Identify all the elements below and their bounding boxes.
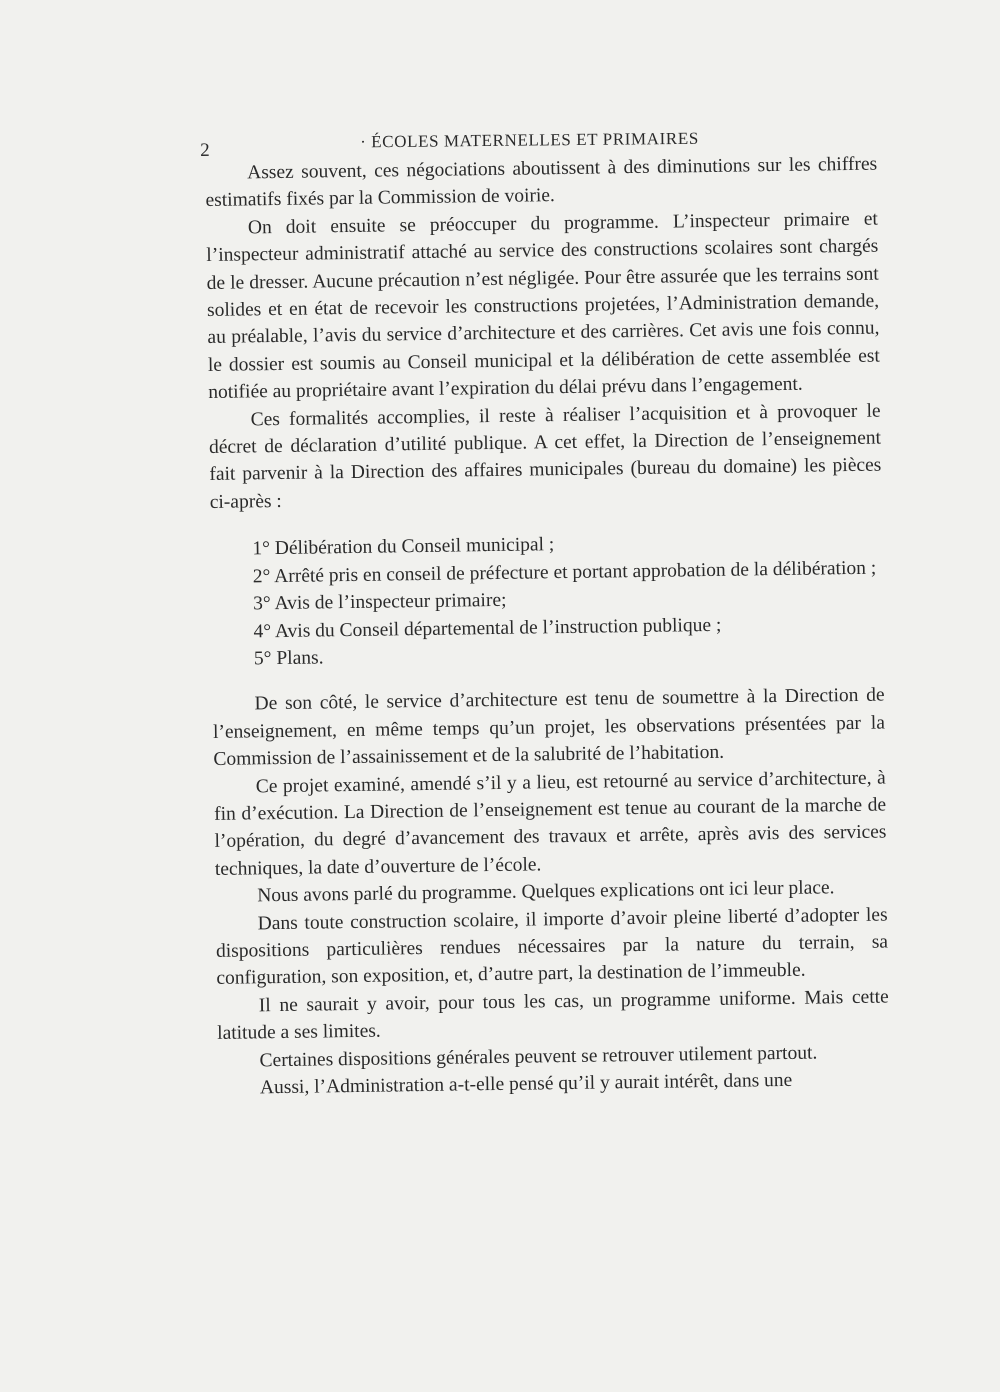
paragraph: Assez souvent, ces négociations aboutissent à des diminutions sur les chiffres estimatifs fixés par la Commission de voirie. (205, 153, 878, 212)
paragraph: Ce projet examiné, amendé s’il y a lieu, est retourné au service d’architecture, à fin d’exécution. La Direction de l’enseignement est tenue au courant de la marche de l’opération, du degré d’avancement des travaux et arrête, après avis des services techniques, la date d’ouverture de l’école. (213, 767, 887, 880)
document-list (210, 527, 884, 673)
running-title: · ÉCOLES MATERNELLES ET PRIMAIRES (360, 128, 699, 152)
list-item: 5° Plans. (253, 647, 324, 670)
paragraph: Il ne saurait y avoir, pour tous les cas, un programme uniforme. Mais cette latitude a ses limites. (217, 986, 889, 1045)
paragraph: On doit ensuite se préoccuper du programme. L’inspecteur primaire et l’inspecteur administratif attaché au service des constructions scolaires sont chargés de le dresser. Aucune précaution n’est négligée. Pour être assurée que les terrains sont solides et en état de recevoir les constructions projetées, l’Administration demande, au préalable, l’avis du service d’architecture et des carrières. Cet avis une fois connu, le dossier est soumis au Conseil municipal et la délibération de cette assemblée est notifiée au propriétaire avant l’expiration du délai prévu dans l’engagement. (206, 208, 880, 404)
list-item: 4° Avis du Conseil départemental de l’instruction publique ; (253, 614, 722, 642)
body-text (205, 151, 890, 1103)
paragraph: Certaines dispositions générales peuvent se retrouver utilement partout. (259, 1042, 818, 1071)
list-item: 3° Avis de l’inspecteur primaire; (253, 589, 507, 615)
list-item: 2° Arrêté pris en conseil de préfecture et portant approbation de la délibération ; (252, 557, 877, 588)
paragraph: Nous avons parlé du programme. Quelques explications ont ici leur place. (257, 877, 835, 907)
paragraph: Dans toute construction scolaire, il importe d’avoir pleine liberté d’adopter les dispositions particulières rendues nécessaires par la nature du terrain, sa configuration, son exposition, et, d’autre part, la destination de l’immeuble. (215, 904, 889, 990)
list-item: 1° Délibération du Conseil municipal ; (252, 534, 555, 560)
page-number: 2 (200, 139, 210, 161)
paragraph: De son côté, le service d’architecture est tenu de soumettre à la Direction de l’enseignement, en même temps qu’un projet, les observations présentées par la Commission de l’assainissement et de la salubrité de l’habitation. (212, 684, 886, 771)
paragraph: Aussi, l’Administration a-t-elle pensé qu’il y aurait intérêt, dans une (259, 1069, 793, 1099)
paragraph: Ces formalités accomplies, il reste à réaliser l’acquisition et à provoquer le décret de déclaration d’utilité publique. A cet effet, la Direction de l’enseignement fait parvenir à la Direction des affaires municipales (bureau du domaine) les pièces ci-après : (208, 400, 882, 513)
